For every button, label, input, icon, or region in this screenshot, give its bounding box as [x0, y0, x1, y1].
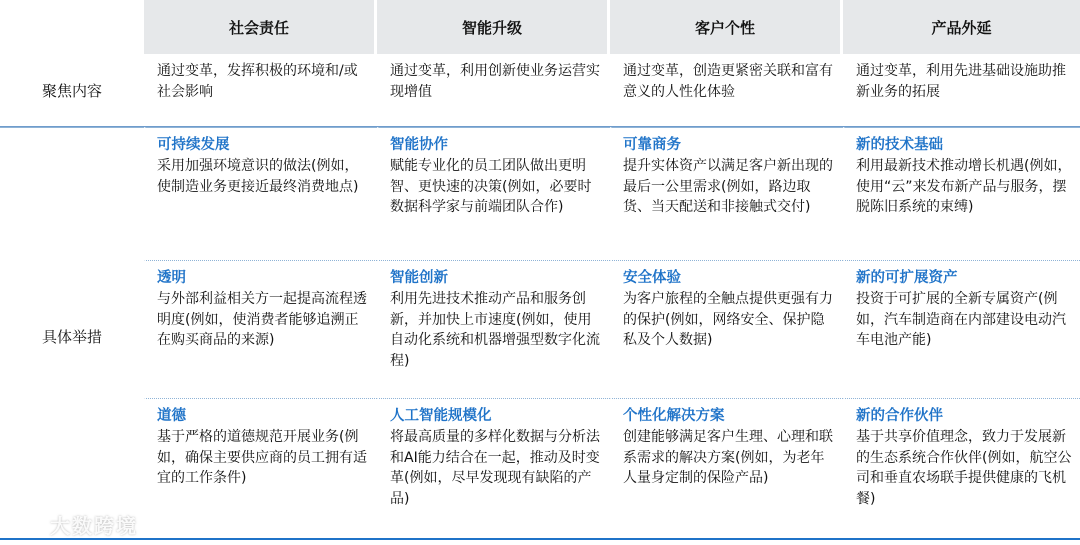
example-cell	[843, 260, 1080, 398]
focus-cell: 通过变革，利用先进基础设施助推新业务的拓展	[843, 54, 1080, 127]
example-title: 新的技术基础	[856, 137, 943, 153]
row-label-focus: 聚焦内容	[41, 82, 102, 100]
example-body: 将最高质量的多样化数据与分析法和AI能力结合在一起，推动及时变革(例如，尽早发现现有缺陷的产品)	[390, 429, 600, 507]
example-cell	[144, 127, 377, 260]
column-header-social-responsibility: 社会责任	[144, 0, 377, 54]
example-body: 赋能专业化的员工团队做出更明智、更快速的决策(例如，必要时数据科学家与前端团队合作)	[390, 158, 592, 215]
example-cell	[377, 260, 610, 398]
example-body: 创建能够满足客户生理、心理和联系需求的解决方案(例如，为老年人量身定制的保险产品)	[623, 429, 833, 486]
example-cell	[377, 127, 610, 260]
example-cell	[610, 398, 843, 545]
example-title: 个性化解决方案	[623, 408, 725, 424]
example-title: 道德	[157, 408, 186, 424]
column-header-customer-personality: 客户个性	[610, 0, 843, 54]
example-title: 透明	[157, 270, 186, 286]
table-bottom-rule	[0, 538, 1080, 540]
focus-cell: 通过变革，利用创新使业务运营实现增值	[377, 54, 610, 127]
example-cell	[843, 398, 1080, 545]
example-body: 利用最新技术推动增长机遇(例如，使用“云”来发布新产品与服务，摆脱陈旧系统的束缚)	[856, 158, 1072, 215]
example-title: 可靠商务	[623, 137, 681, 153]
example-title: 新的可扩展资产	[856, 270, 958, 286]
example-cell	[610, 260, 843, 398]
row-label-examples: 具体举措	[0, 127, 144, 545]
example-body: 基于共享价值理念，致力于发展新的生态系统合作伙伴(例如，航空公司和垂直农场联手提供健康的飞机餐)	[856, 429, 1072, 507]
watermark	[10, 510, 138, 539]
examples-divider	[0, 126, 1080, 127]
example-body: 提升实体资产以满足客户新出现的最后一公里需求(例如，路边取货、当天配送和非接触式交付)	[623, 158, 833, 215]
example-body: 投资于可扩展的全新专属资产(例如，汽车制造商在内部建设电动汽车电池产能)	[856, 291, 1066, 348]
example-body: 为客户旅程的全触点提供更强有力的保护(例如，网络安全、保护隐私及个人数据)	[623, 291, 833, 348]
example-body: 采用加强环境意识的做法(例如，使制造业务更接近最终消费地点)	[157, 158, 359, 195]
example-cell	[144, 398, 377, 545]
example-title: 人工智能规模化	[390, 408, 492, 424]
example-cell	[610, 127, 843, 260]
column-header-product-extension: 产品外延	[843, 0, 1080, 54]
table-corner	[0, 0, 144, 54]
example-title: 安全体验	[623, 270, 681, 286]
example-body: 基于严格的道德规范开展业务(例如，确保主要供应商的员工拥有适宜的工作条件)	[157, 429, 367, 486]
example-title: 智能创新	[390, 270, 448, 286]
example-title: 可持续发展	[157, 137, 230, 153]
example-body: 利用先进技术推动产品和服务创新，并加快上市速度(例如，使用自动化系统和机器增强型数字化流程)	[390, 291, 600, 369]
example-cell	[377, 398, 610, 545]
focus-cell: 通过变革，发挥积极的环境和/或社会影响	[144, 54, 377, 127]
watermark-logo-icon	[10, 514, 44, 536]
example-cell	[843, 127, 1080, 260]
example-title: 智能协作	[390, 137, 448, 153]
column-header-smart-upgrade: 智能升级	[377, 0, 610, 54]
example-cell	[144, 260, 377, 398]
focus-cell: 通过变革，创造更紧密关联和富有意义的人性化体验	[610, 54, 843, 127]
example-body: 与外部利益相关方一起提高流程透明度(例如，使消费者能够追溯正在购买商品的来源)	[157, 291, 367, 348]
watermark-text: 大数跨境	[50, 514, 138, 538]
example-title: 新的合作伙伴	[856, 408, 943, 424]
